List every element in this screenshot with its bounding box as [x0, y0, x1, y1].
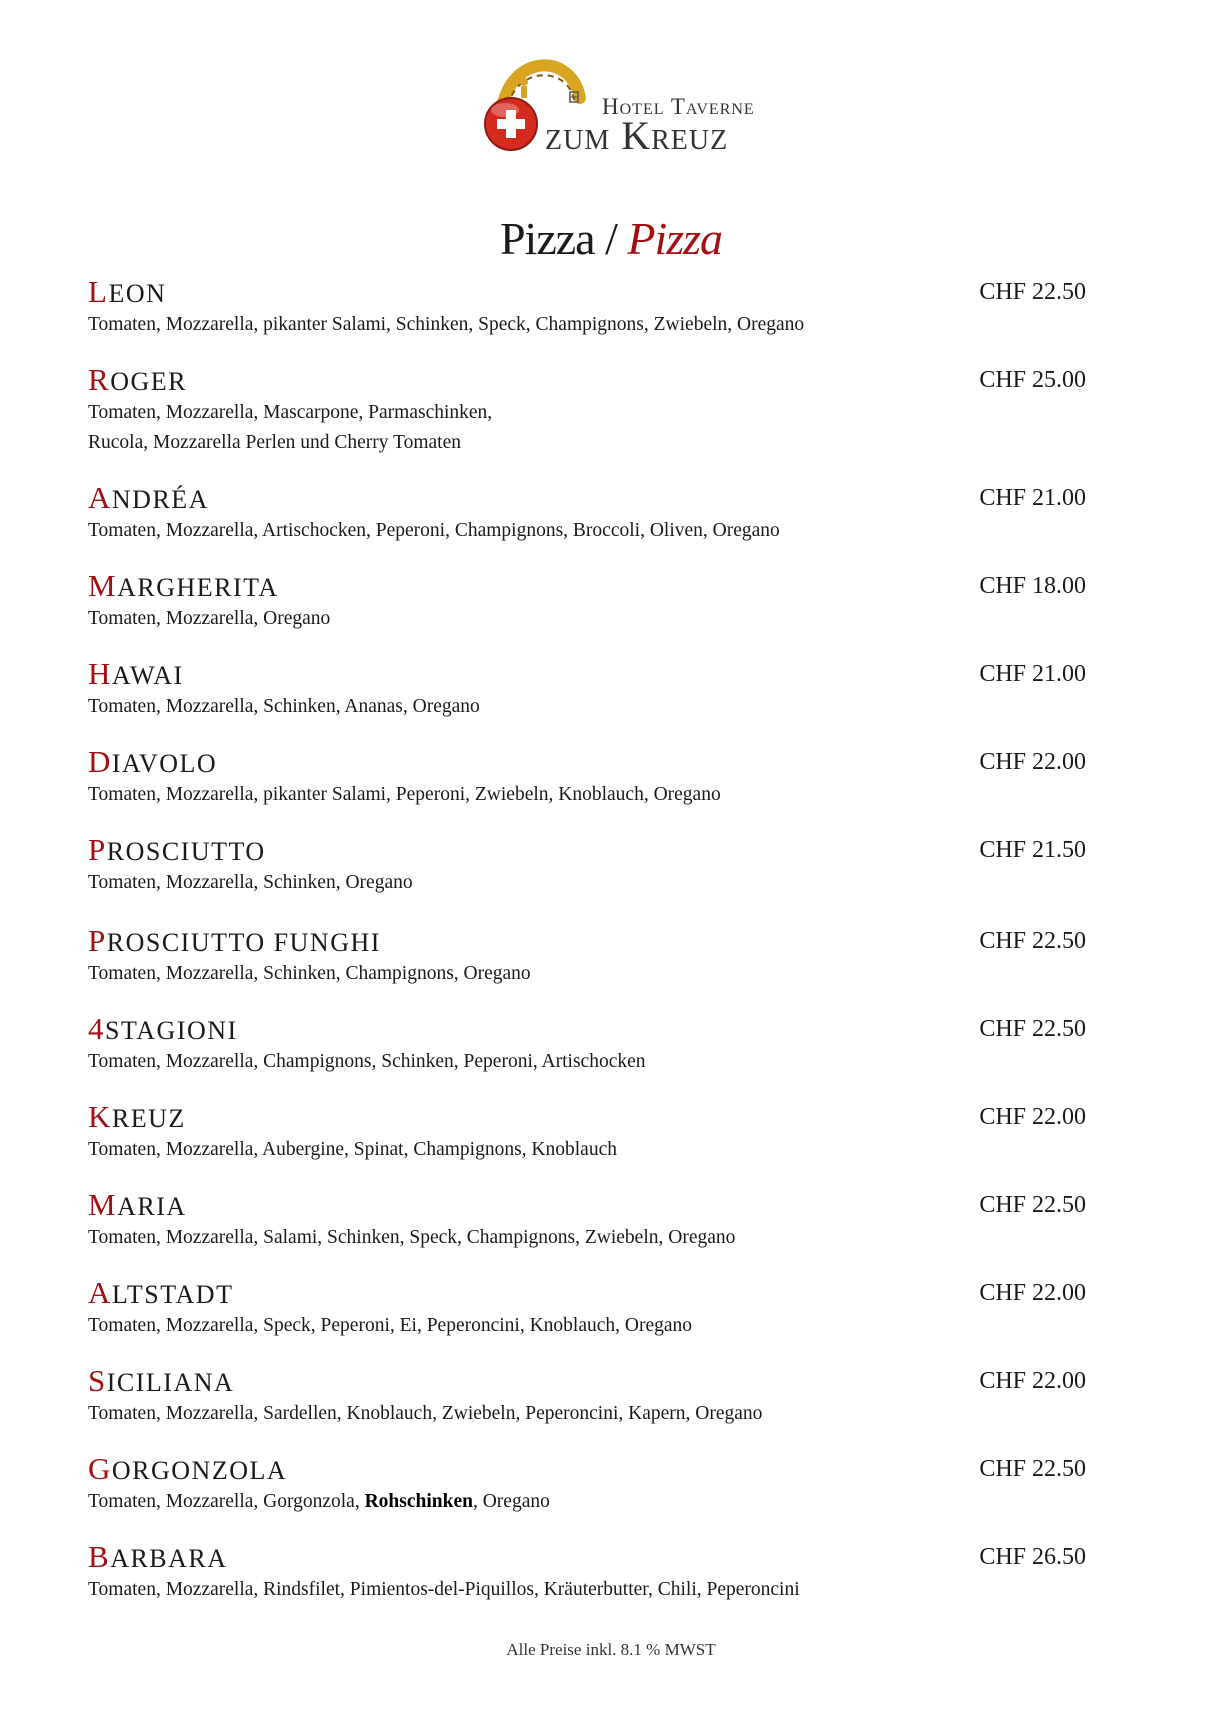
item-description [88, 310, 1086, 340]
title-main: Pizza / [499, 213, 628, 264]
item-description [88, 398, 1086, 458]
menu-item [88, 1365, 1086, 1429]
menu-item [88, 1101, 1086, 1165]
item-name-initial: S [88, 1363, 107, 1398]
item-description-line: Tomaten, Mozzarella, Schinken, Ananas, Oregano [88, 696, 480, 717]
item-name-initial: P [88, 832, 107, 867]
item-price: CHF 22.50 [979, 1192, 1086, 1218]
menu-item [88, 1541, 1086, 1605]
item-name-rest: ROSCIUTTO [106, 837, 266, 866]
item-description [88, 868, 1086, 898]
menu-item [88, 570, 1086, 634]
item-name-rest: ROSCIUTTO FUNGHI [106, 928, 381, 957]
item-price: CHF 22.00 [979, 1280, 1086, 1306]
item-price: CHF 22.00 [979, 1104, 1086, 1130]
item-description-line: Tomaten, Mozzarella, Oregano [88, 608, 331, 629]
item-description-segment: , Oregano [472, 1491, 550, 1512]
item-description [88, 1399, 1086, 1429]
item-name [88, 482, 1086, 516]
item-description-line: Tomaten, Mozzarella, Speck, Peperoni, Ei, Peperoncini, Knoblauch, Oregano [88, 1315, 693, 1336]
item-description-segment: Rohschinken [364, 1491, 473, 1512]
logo-line2: zum Kreuz [545, 113, 729, 158]
item-name-rest: ARGHERITA [117, 573, 279, 602]
item-description-segment: Tomaten, Mozzarella, Gorgonzola, [88, 1491, 365, 1512]
item-description-line: Tomaten, Mozzarella, pikanter Salami, Schinken, Speck, Champignons, Zwiebeln, Oregano [88, 314, 805, 335]
item-description-line: Tomaten, Mozzarella, Schinken, Oregano [88, 872, 413, 893]
item-description [88, 1575, 1086, 1605]
item-description [88, 1223, 1086, 1253]
item-name [88, 1189, 1086, 1223]
item-price: CHF 22.50 [979, 928, 1086, 954]
item-description-line: Tomaten, Mozzarella, Mascarpone, Parmaschinken, [88, 402, 493, 423]
item-price: CHF 21.00 [979, 485, 1086, 511]
item-description [88, 516, 1086, 546]
item-description-line: Tomaten, Mozzarella, Salami, Schinken, Speck, Champignons, Zwiebeln, Oregano [88, 1227, 736, 1248]
item-name-initial: H [88, 656, 112, 691]
item-price: CHF 21.50 [979, 837, 1086, 863]
item-name-rest: ICILIANA [106, 1368, 235, 1397]
item-name-initial: K [88, 1099, 112, 1134]
item-description [88, 1135, 1086, 1165]
item-description-line: Tomaten, Mozzarella, Rindsfilet, Pimientos-del-Piquillos, Kräuterbutter, Chili, Peperoncini [88, 1579, 800, 1600]
item-name-initial: 4 [88, 1011, 105, 1046]
item-name [88, 746, 1086, 780]
item-price: CHF 22.50 [979, 1456, 1086, 1482]
item-name-rest: IAVOLO [111, 749, 218, 778]
item-name-initial: G [88, 1451, 112, 1486]
menu-item [88, 482, 1086, 546]
item-price: CHF 22.00 [979, 1368, 1086, 1394]
item-name-rest: STAGIONI [105, 1016, 238, 1045]
item-name [88, 1541, 1086, 1575]
item-name-rest: ARBARA [110, 1544, 228, 1573]
menu-item [88, 746, 1086, 810]
item-name-initial: P [88, 923, 107, 958]
item-price: CHF 22.50 [979, 1016, 1086, 1042]
item-name-initial: D [88, 744, 112, 779]
logo-line1: Hotel Taverne [602, 94, 755, 119]
item-description [88, 604, 1086, 634]
item-description-line: Tomaten, Mozzarella, Artischocken, Peperoni, Champignons, Broccoli, Oliven, Oregano [88, 520, 780, 541]
page-title [0, 212, 1222, 265]
item-description [88, 1311, 1086, 1341]
item-description-line: Tomaten, Mozzarella, Aubergine, Spinat, Champignons, Knoblauch [88, 1139, 617, 1160]
item-description [88, 780, 1086, 810]
item-name [88, 658, 1086, 692]
title-accent: Pizza [627, 213, 723, 264]
item-name-initial: A [88, 480, 112, 515]
item-name-rest: ORGONZOLA [111, 1456, 288, 1485]
item-name-initial: A [88, 1275, 112, 1310]
item-name [88, 276, 1086, 310]
item-name [88, 1453, 1086, 1487]
item-name [88, 570, 1086, 604]
item-name-rest: NDRÉA [111, 485, 209, 514]
item-name [88, 925, 1086, 959]
item-name-initial: L [88, 274, 109, 309]
item-name [88, 1277, 1086, 1311]
item-name [88, 1013, 1086, 1047]
menu-item [88, 1453, 1086, 1517]
item-name [88, 364, 1086, 398]
menu-item [88, 658, 1086, 722]
item-description [88, 692, 1086, 722]
item-name-initial: M [88, 1187, 118, 1222]
item-price: CHF 22.50 [979, 279, 1086, 305]
item-description-line: Tomaten, Mozzarella, Champignons, Schinken, Peperoni, Artischocken [88, 1051, 646, 1072]
item-name-rest: AWAI [111, 661, 184, 690]
item-price: CHF 22.00 [979, 749, 1086, 775]
item-name-rest: LTSTADT [111, 1280, 234, 1309]
item-name-initial: M [88, 568, 118, 603]
menu-item [88, 834, 1086, 898]
item-price: CHF 25.00 [979, 367, 1086, 393]
item-name-initial: B [88, 1539, 111, 1574]
hotel-logo [472, 58, 792, 168]
item-description [88, 959, 1086, 989]
item-name-rest: ARIA [117, 1192, 187, 1221]
item-name [88, 1365, 1086, 1399]
item-price: CHF 26.50 [979, 1544, 1086, 1570]
item-name-rest: REUZ [111, 1104, 186, 1133]
item-description [88, 1047, 1086, 1077]
item-name [88, 834, 1086, 868]
item-name-initial: R [88, 362, 111, 397]
price-footnote: Alle Preise inkl. 8.1 % MWST [506, 1640, 716, 1659]
menu-item [88, 364, 1086, 458]
menu-item [88, 925, 1086, 989]
menu-item [88, 276, 1086, 340]
item-name-rest: OGER [110, 367, 187, 396]
item-description-line: Tomaten, Mozzarella, pikanter Salami, Peperoni, Zwiebeln, Knoblauch, Oregano [88, 784, 721, 805]
item-price: CHF 21.00 [979, 661, 1086, 687]
item-description-line: Rucola, Mozzarella Perlen und Cherry Tomaten [88, 432, 461, 453]
item-name [88, 1101, 1086, 1135]
item-description [88, 1487, 1086, 1517]
menu-item [88, 1013, 1086, 1077]
item-description-line: Tomaten, Mozzarella, Schinken, Champignons, Oregano [88, 963, 531, 984]
item-description-line: Tomaten, Mozzarella, Sardellen, Knoblauch, Zwiebeln, Peperoncini, Kapern, Oregano [88, 1403, 763, 1424]
menu-item [88, 1277, 1086, 1341]
menu-item [88, 1189, 1086, 1253]
item-price: CHF 18.00 [979, 573, 1086, 599]
item-name-rest: EON [108, 279, 167, 308]
